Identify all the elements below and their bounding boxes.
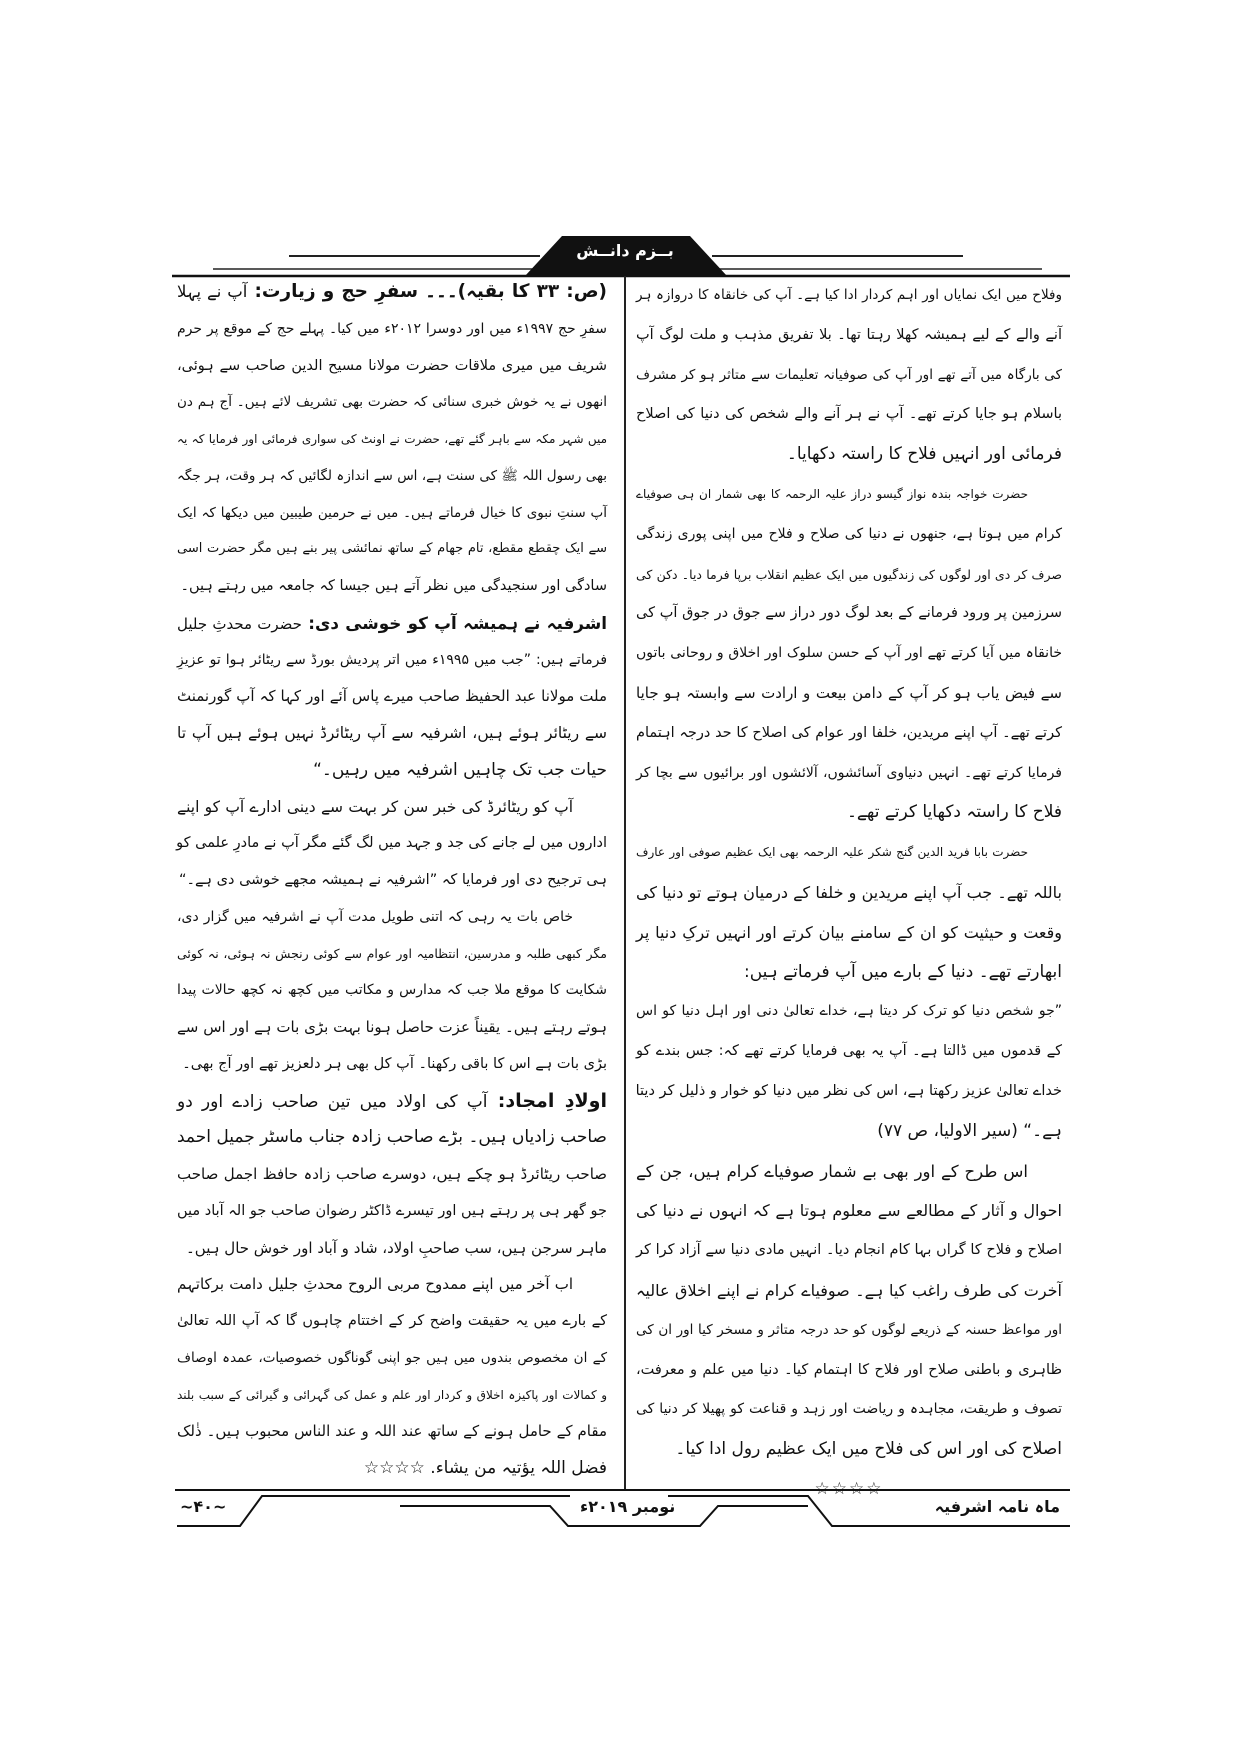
line-text: ماہر سرجن ہیں، سب صاحبِ اولاد، شاد و آباد اور خوش حال ہیں۔: [186, 1238, 607, 1257]
text-line: [636, 953, 1062, 993]
text-line: [177, 1230, 607, 1267]
text-line: [177, 1046, 607, 1083]
line-text: سے ریٹائر ہوئے ہیں، اشرفیہ سے آپ ریٹائرڈ نہیں ہوئے ہیں آپ تا: [177, 724, 607, 742]
line-text: آپ سنتِ نبوی کا خیال فرماتے ہیں۔ میں نے حرمین طیبین میں دیکھا کہ ایک: [177, 504, 607, 521]
line-text: مقام کے حامل ہونے کے ساتھ عند اللہ و عند الناس محبوب ہیں۔ ذٰلک: [177, 1422, 607, 1441]
line-text: صاحب زادیاں ہیں۔ بڑے صاحب زادہ جناب ماسٹر جمیل احمد: [177, 1127, 607, 1148]
line-text: فلاح کا راستہ دکھایا کرتے تھے۔: [846, 802, 1062, 823]
text-line: [636, 316, 1062, 356]
line-text: بڑی بات ہے اس کا باقی رکھنا۔ آپ کل بھی ہر دلعزیز تھے اور آج بھی۔: [182, 1055, 607, 1072]
line-text: کے قدموں میں ڈالتا ہے۔ آپ یہ بھی فرمایا کرتے تھے کہ: جس بندے کو: [636, 1043, 1062, 1060]
text-line: [636, 1311, 1062, 1351]
text-line: [636, 1112, 1062, 1152]
text-line: [177, 1083, 607, 1120]
section-heading: (ص: ۳۳ کا بقیہ)۔۔۔ سفرِ حج و زیارت:: [247, 281, 607, 302]
line-text: ظاہری و باطنی صلاح اور فلاح کا اہتمام کیا۔ دنیا میں علم و معرفت،: [636, 1361, 1062, 1378]
line-text: اصلاح کی اور اس کی فلاح میں ایک عظیم رول ادا کیا۔: [675, 1439, 1062, 1460]
line-text: ہی ترجیح دی اور فرمایا کہ ”اشرفیہ نے ہمیشہ مجھے خوشی دی ہے۔“: [179, 872, 607, 888]
right-column: [636, 276, 1062, 1510]
text-line: [177, 348, 607, 385]
line-text: ابھارتے تھے۔ دنیا کے بارے میں آپ فرماتے ہیں:: [744, 961, 1062, 982]
line-text: انھوں نے یہ خوش خبری سنائی کہ حضرت بھی تشریف لائے ہیں۔ آج ہم دن: [177, 394, 607, 411]
line-text: سرزمین پر ورود فرمانے کے بعد لوگ دور دراز سے جوق در جوق آپ کی: [636, 605, 1062, 622]
text-line: [177, 568, 607, 605]
text-line: [177, 1193, 607, 1230]
text-line: [177, 274, 607, 311]
line-text: حضرت خواجہ بندہ نواز گیسو دراز علیہ الرحمہ کا بھی شمار ان ہی صوفیاے: [636, 486, 1028, 501]
text-line: [177, 789, 607, 826]
line-text: باسلام ہو جایا کرتے تھے۔ آپ نے ہر آنے والے شخص کی دنیا کی اصلاح: [636, 406, 1062, 423]
text-line: [177, 936, 607, 973]
line-text: باللہ تھے۔ جب آپ اپنے مریدین و خلفا کے درمیان ہوتے تو دنیا کی: [636, 882, 1062, 902]
line-text: اور مواعظ حسنہ کے ذریعے لوگوں کو حد درجہ متاثر و مسخر کیا اور ان کی: [636, 1321, 1062, 1338]
text-line: [177, 642, 607, 679]
text-line: [177, 458, 607, 495]
text-line: [177, 1156, 607, 1193]
text-line: [177, 678, 607, 715]
line-text: صرف کر دی اور لوگوں کی زندگیوں میں ایک عظیم انقلاب برپا فرما دیا۔ دکن کی: [636, 566, 1062, 582]
line-text: کرام میں ہوتا ہے، جنھوں نے دنیا کی صلاح و فلاح میں اپنی پوری زندگی: [636, 525, 1062, 542]
line-text: جو گھر ہی پر رہتے ہیں اور تیسرے ڈاکٹر رضوان صاحب جو الہ آباد میں: [176, 1202, 607, 1219]
line-text: و کمالات اور پاکیزہ اخلاق و کردار اور علم و عمل کی گہرائی و گیرائی کے سبب بلند: [177, 1387, 607, 1402]
line-text: آخرت کی طرف راغب کیا ہے۔ صوفیاے کرام نے اپنے اخلاق عالیہ: [636, 1280, 1062, 1300]
line-text: وفلاح میں ایک نمایاں اور اہم کردار ادا کیا ہے۔ آپ کی خانقاہ کا دروازہ ہر: [636, 287, 1062, 303]
line-text: ”جو شخص دنیا کو ترک کر دیتا ہے، خداے تعالیٰ دنی اور اہل دنیا کو اس: [636, 1003, 1062, 1020]
text-line: [636, 555, 1062, 595]
text-line: [636, 475, 1062, 515]
line-text: تصوف و طریقت، مجاہدہ و ریاضت اور زہد و قناعت کو پھیلا کر دنیا کی: [636, 1401, 1062, 1418]
line-text: خداے تعالیٰ عزیز رکھتا ہے، اس کی نظر میں دنیا کو خوار و ذلیل کر دیتا: [635, 1082, 1062, 1099]
line-text: بھی رسول اللہ ﷺ کی سنت ہے، اس سے اندازہ لگائیں کہ ہر وقت، ہر جگہ: [177, 467, 607, 484]
text-line: [177, 899, 607, 936]
line-text: آنے والے کے لیے ہمیشہ کھلا رہتا تھا۔ بلا تفریق مذہب و ملت لوگ آپ: [636, 326, 1062, 343]
left-column: [177, 274, 607, 1487]
text-line: [177, 1377, 607, 1414]
text-line: [636, 1032, 1062, 1072]
line-text: میں شہر مکہ سے باہر گئے تھے، حضرت نے اونٹ کی سواری فرمائی اور فرمایا کہ یہ: [177, 432, 607, 446]
text-line: [177, 825, 607, 862]
text-line: [636, 992, 1062, 1032]
line-text: شکایت کا موقع ملا جب کہ مدارس و مکاتب میں کچھ نہ کچھ حالات پیدا: [177, 982, 607, 999]
line-text: فرمائی اور انہیں فلاح کا راستہ دکھایا۔: [786, 444, 1062, 465]
line-text: کے بارے میں یہ حقیقت واضح کر کے اختتام چاہوں گا کہ آپ اللہ تعالیٰ: [177, 1313, 607, 1329]
text-line: [636, 1152, 1062, 1192]
text-line: [636, 634, 1062, 674]
line-text: کے ان مخصوص بندوں میں ہیں جو اپنی گوناگوں خصوصیات، عمدہ اوصاف: [177, 1349, 607, 1366]
text-line: [636, 1271, 1062, 1311]
issue-date: نومبر ۲۰۱۹ء: [580, 1497, 676, 1516]
page-number: ~۴۰~: [180, 1497, 227, 1516]
line-text: شریف میں میری ملاقات حضرت مولانا مسیح الدین صاحب سے ہوئی،: [177, 357, 607, 374]
text-line: [636, 356, 1062, 396]
text-line: [636, 395, 1062, 435]
text-line: [177, 1119, 607, 1156]
section-heading: اشرفیہ نے ہمیشہ آپ کو خوشی دی:: [301, 612, 607, 633]
text-line: [636, 594, 1062, 634]
text-line: [636, 913, 1062, 953]
text-line: [177, 862, 607, 899]
line-text: سے فیض یاب ہو کر آپ کے دامن بیعت و ارادت سے وابستہ ہو جایا: [636, 683, 1062, 702]
text-line: [636, 1072, 1062, 1112]
text-line: [177, 605, 607, 642]
text-line: [177, 1340, 607, 1377]
line-text: اداروں میں لے جانے کی جد و جہد میں لگ گئے مگر آپ نے مادرِ علمی کو: [176, 835, 607, 852]
line-text: ہوتے رہتے ہیں۔ یقیناً عزت حاصل ہونا بہت بڑی بات ہے اور اس سے: [177, 1018, 607, 1036]
section-heading: اولادِ امجاد:: [487, 1089, 607, 1112]
line-text: احوال و آثار کے مطالعے سے معلوم ہوتا ہے کہ انہوں نے دنیا کی: [636, 1201, 1062, 1221]
column-divider: [624, 276, 626, 1490]
text-line: [636, 754, 1062, 794]
line-text: فرمایا کرتے تھے۔ انہیں دنیاوی آسائشوں، آلائشوں اور برائیوں سے بچا کر: [636, 764, 1062, 781]
line-text: حضرت بابا فرید الدین گنج شکر علیہ الرحمہ بھی ایک عظیم صوفی اور عارف: [636, 845, 1028, 860]
text-line: [636, 714, 1062, 754]
text-line: [177, 1009, 607, 1046]
line-text: فرماتے ہیں: ”جب میں ۱۹۹۵ء میں اتر پردیش بورڈ سے ریٹائر ہوا تو عزیزِ: [177, 651, 608, 668]
line-text: صاحب ریٹائرڈ ہو چکے ہیں، دوسرے صاحب زادہ حافظ اجمل صاحب: [177, 1165, 607, 1183]
line-text: آپ نے پہلا: [177, 282, 248, 301]
line-text: آپ کو ریٹائرڈ کی خبر سن کر بہت سے دینی ادارے آپ کو اپنے: [177, 797, 573, 816]
text-line: [636, 1191, 1062, 1231]
line-text: اس طرح کے اور بھی بے شمار صوفیاے کرام ہیں، جن کے: [636, 1161, 1028, 1181]
text-line: [636, 435, 1062, 475]
text-line: [636, 276, 1062, 316]
text-line: [636, 1390, 1062, 1430]
text-line: [636, 1351, 1062, 1391]
text-line: [177, 1413, 607, 1450]
text-line: [177, 311, 607, 348]
text-line: [177, 495, 607, 532]
line-text: آپ کی اولاد میں تین صاحب زادے اور دو: [177, 1091, 488, 1112]
line-text: سادگی اور سنجیدگی میں نظر آتے ہیں جیسا کہ جامعہ میں رہتے ہیں۔: [180, 578, 607, 594]
text-line: [177, 384, 607, 421]
line-text: اصلاح و فلاح کا گراں بہا کام انجام دیا۔ انہیں مادی دنیا سے آزاد کرا کر: [636, 1242, 1062, 1259]
text-line: [177, 752, 607, 789]
text-line: [636, 1231, 1062, 1271]
line-text: وقعت و حیثیت کو ان کے سامنے بیان کرتے اور انہیں ترکِ دنیا پر: [636, 922, 1062, 942]
line-text: کی بارگاہ میں آتے تھے اور آپ کی صوفیانہ تعلیمات سے متاثر ہو کر مشرف: [636, 366, 1062, 383]
text-line: [177, 421, 607, 458]
text-line: [636, 873, 1062, 913]
line-text: مگر کبھی طلبہ و مدرسین، انتظامیہ اور عوام سے کوئی رنجش نہ ہوئی، نہ کوئی: [177, 945, 607, 961]
line-text: فضل اللہ یؤتیہ من یشاء. ☆☆☆☆: [363, 1458, 607, 1478]
line-text: حیات جب تک چاہیں اشرفیہ میں رہیں۔“: [313, 759, 607, 780]
end-stars: ☆☆☆☆: [814, 1478, 884, 1499]
text-line: [636, 833, 1062, 873]
line-text: سے ایک چقطع مقطع، تام جھام کے ساتھ نمائشی پیر بنے ہیں مگر حضرت اسی: [177, 541, 607, 557]
line-text: سفرِ حج ۱۹۹۷ء میں اور دوسرا ۲۰۱۲ء میں کیا۔ پہلے حج کے موقع پر حرم: [177, 320, 607, 337]
text-line: [177, 715, 607, 752]
line-text: ملت مولانا عبد الحفیظ صاحب میرے پاس آئے اور کہا کہ آپ گورنمنٹ: [177, 687, 607, 706]
line-text: خانقاہ میں آیا کرتے تھے اور آپ کے حسن سلوک اور اخلاق و روحانی باتوں: [636, 645, 1062, 662]
text-line: [636, 515, 1062, 555]
text-line: [177, 1266, 607, 1303]
text-line: [177, 531, 607, 568]
line-text: ہے۔“ (سیر الاولیا، ص ۷۷): [877, 1120, 1062, 1141]
magazine-name: ماہ نامہ اشرفیہ: [934, 1497, 1060, 1516]
line-text: کرتے تھے۔ آپ اپنے مریدین، خلفا اور عوام کی اصلاح کا حد درجہ اہتمام: [636, 724, 1062, 741]
text-line: [636, 1430, 1062, 1470]
line-text: خاص بات یہ رہی کہ اتنی طویل مدت آپ نے اشرفیہ میں گزار دی،: [177, 908, 573, 925]
line-text: اب آخر میں اپنے ممدوح مربی الروح محدثِ جلیل دامت برکاتہم: [177, 1275, 573, 1294]
text-line: [177, 972, 607, 1009]
section-title: بــزم دانــش: [576, 241, 674, 260]
text-line: [177, 1303, 607, 1340]
text-line: [636, 793, 1062, 833]
line-text: حضرت محدثِ جلیل: [177, 614, 302, 633]
text-line: [636, 674, 1062, 714]
